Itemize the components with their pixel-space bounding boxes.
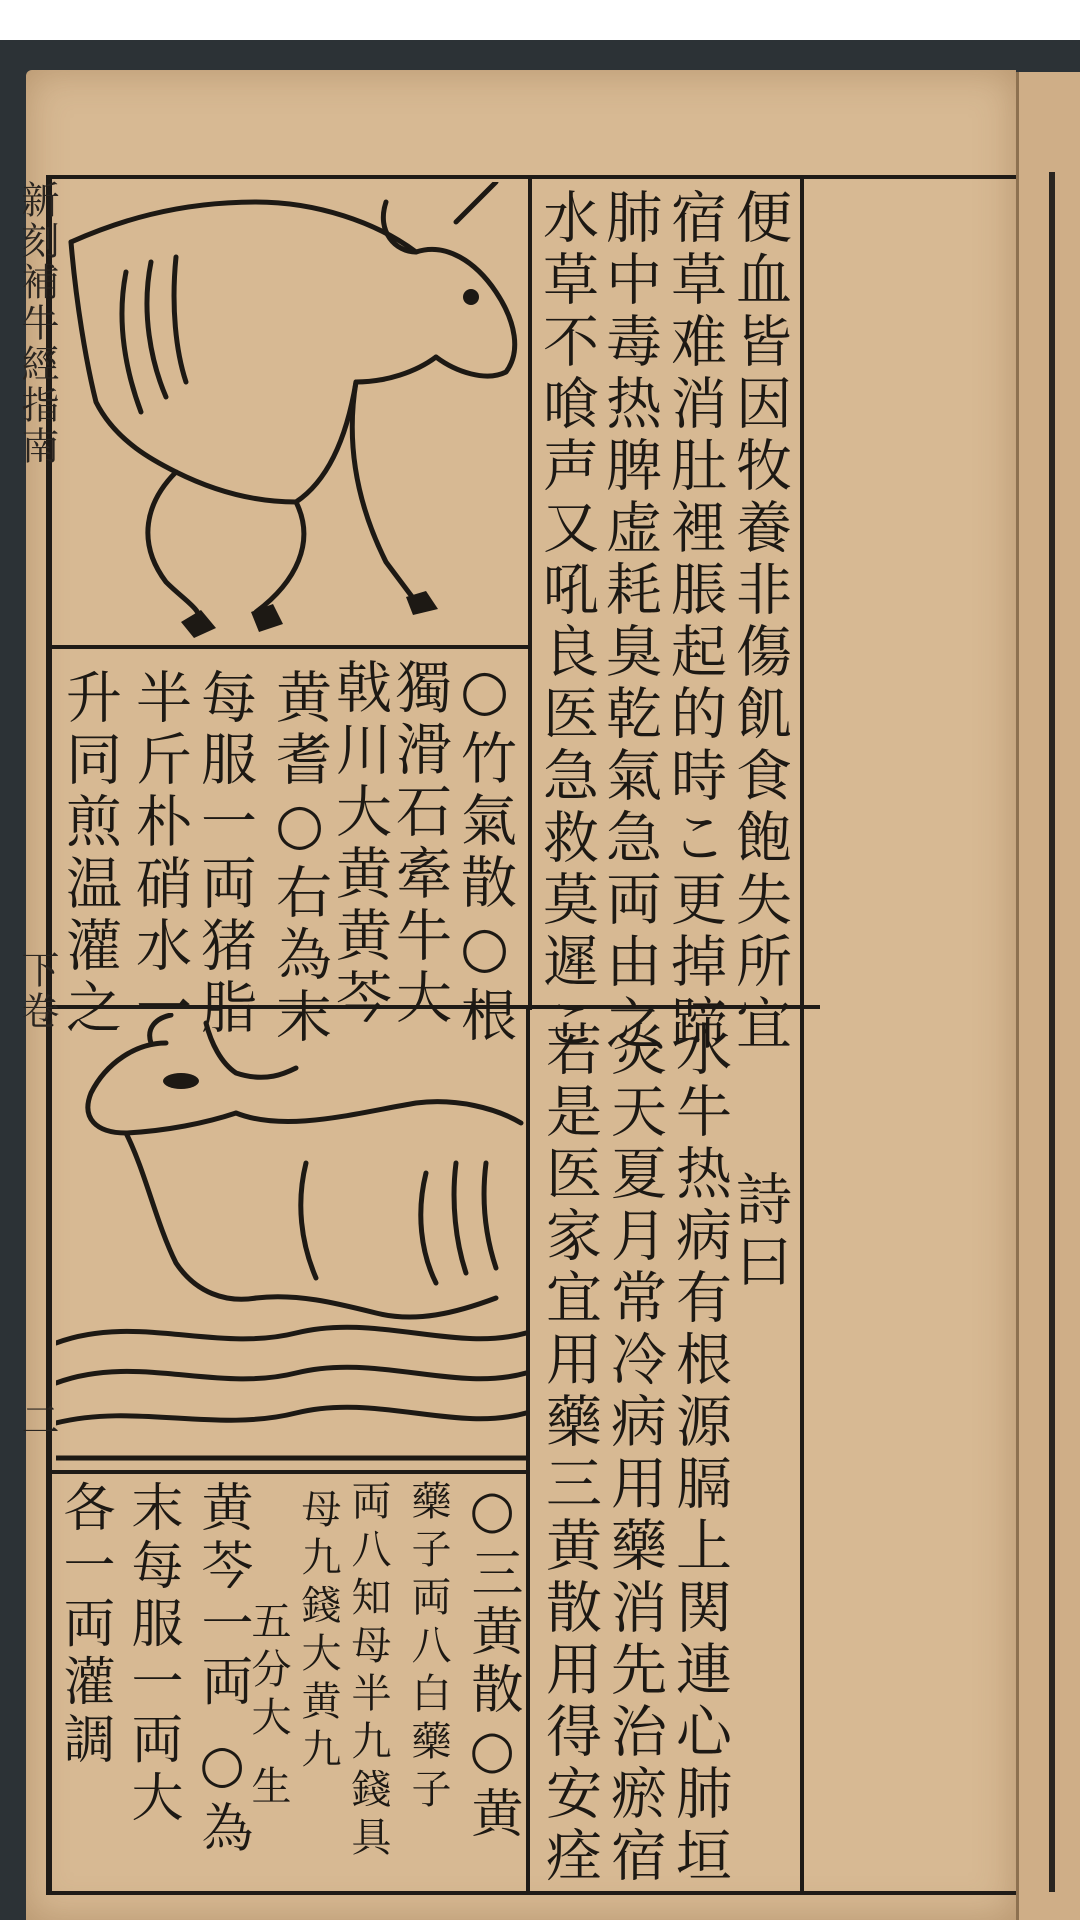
divider-center-lower [526, 1005, 530, 1895]
lower-recipe-col-4: 母九錢大黄九 [295, 1488, 341, 1776]
margin-leaf: 二 [15, 1400, 59, 1441]
upper-recipe-col-7: 升同煎温灌之 [57, 668, 122, 1040]
lower-recipe-col-8: 各一両灌調 [54, 1480, 114, 1770]
lower-recipe-col-6: 黄芩一両 ○為 [192, 1480, 252, 1859]
upper-text-col-3: 肺中毒热脾虚耗臭乾氣急両由之 [597, 188, 662, 1056]
ox-lower-illustration [56, 1013, 526, 1468]
margin-volume: 下卷 [15, 950, 59, 1032]
margin-title: 新刻補牛經指南 [15, 180, 59, 467]
lower-recipe-col-1: ○三黄散○黄 [462, 1480, 522, 1844]
divider-lower-image [50, 1470, 530, 1474]
upper-text-col-2: 宿草难消肚裡脹起的時こ更掉蹄 [662, 188, 727, 1056]
divider-right [800, 175, 804, 1895]
adjacent-page-edge [1016, 72, 1080, 1920]
lower-recipe-col-7: 末每服一両大 [122, 1480, 182, 1828]
upper-recipe-col-3: 戟川大黄黄芩 [327, 658, 392, 1030]
poem-line-2: 炎天夏月常冷病用藥消先治瘀宿 [602, 1020, 667, 1888]
scan-top-margin [0, 0, 1080, 40]
poem-line-3: 若是医家宜用藥三黄散用得安痊 [537, 1020, 602, 1888]
divider-upper-image [50, 645, 530, 649]
upper-recipe-col-4: 黄耆○右為末 [267, 668, 332, 1049]
upper-text-col-4: 水草不喰声又吼良医急救莫遲こ [534, 188, 599, 1056]
poem-heading: 詩曰 [727, 1170, 792, 1294]
upper-recipe-col-2: 獨滑石牽牛大 [387, 658, 452, 1030]
divider-center-upper [528, 175, 532, 1010]
lower-recipe-col-5: 五分大 生 [245, 1600, 291, 1813]
ox-upper-illustration [56, 182, 526, 642]
lower-recipe-col-3: 両八知母半九錢具 [345, 1480, 391, 1864]
adjacent-page-rule [1049, 172, 1055, 1892]
upper-recipe-col-6: 半斤朴硝水一 [127, 668, 192, 1040]
upper-text-col-1: 便血皆因牧養非傷飢食飽失所宜 [727, 188, 792, 1056]
upper-recipe-col-1: ○竹氣散○根 [452, 658, 517, 1048]
poem-line-1: 水牛热病有根源膈上関連心肺垣 [667, 1020, 732, 1888]
book-page [15, 70, 1016, 1920]
upper-recipe-col-5: 每服一両猪脂 [192, 668, 257, 1040]
lower-recipe-col-2: 藥子両八白藥子 [405, 1480, 451, 1816]
